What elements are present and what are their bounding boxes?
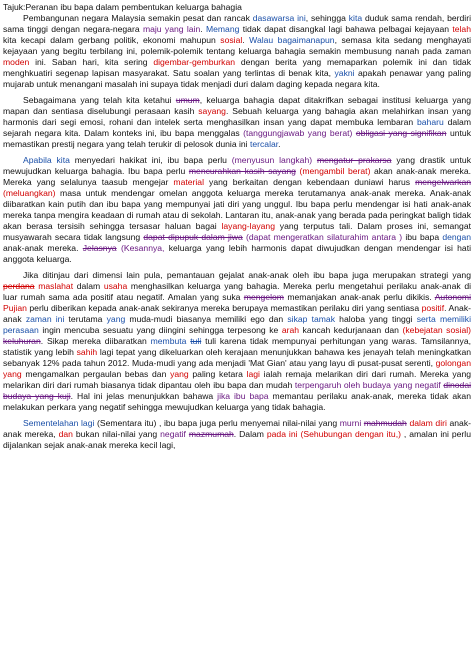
annotated-text: dalam diri [409, 418, 447, 429]
annotated-text: moden [3, 56, 30, 67]
annotated-text: golongan yang [3, 358, 471, 379]
text-run: Pembangunan negara Malaysia semakin pesat dan rancak [23, 12, 253, 23]
text-run: ini. Saban hari, kita sering [29, 56, 154, 67]
annotated-text: dengan [442, 232, 472, 243]
annotated-text: Pujian [3, 303, 27, 314]
essay-title: Tajuk:Peranan ibu bapa dalam pembentukan keluarga bahagia [3, 2, 242, 12]
annotated-text: maju yang lain [142, 23, 201, 34]
annotated-text: (menyusun langkah) [231, 155, 313, 166]
annotated-text: pada ini [266, 429, 298, 440]
annotated-text: jika ibu bapa [217, 390, 269, 401]
annotated-text: dapat dipupuk dalam jiwa [143, 232, 243, 243]
text-run: keluarga yang lebih harmonis dapat diwujudkan dengan mendengar isi hati anggota keluarga. [3, 243, 472, 264]
annotated-text: obligasi yang signifikan [355, 127, 447, 138]
text-run: (Sementara itu) , ibu bapa juga perlu menyemai nilai-nilai yang [94, 418, 340, 429]
annotated-text: layang-layang [221, 221, 275, 232]
annotated-text: dinodai budaya yang kuji [3, 379, 472, 401]
annotated-text: (Sehubungan dengan itu,) [300, 429, 401, 440]
annotated-text: telah [452, 23, 471, 34]
text-run: kita kecapi dalam gerbang politik, ekonomi mahupun [3, 34, 221, 45]
paragraph-definition [3, 95, 471, 150]
annotated-text: yang [170, 369, 189, 379]
annotated-text: mahmudah [363, 418, 407, 429]
paragraph-point-one [3, 155, 471, 265]
annotated-text: maslahat [38, 281, 74, 292]
text-run: . [242, 34, 250, 45]
annotated-text: murni [339, 418, 362, 429]
annotated-text: sosial [220, 34, 243, 45]
text-run: memantau perilaku anak-anak, mereka tidak akan melakukan perkara yang negatif sehingga mewujudkan keluarga yang tidak bahagia. [3, 390, 471, 412]
text-run: . Hal ini jelas menunjukkan bahawa [70, 390, 218, 401]
annotated-text: mencurahkan kasih sayang [188, 166, 296, 177]
text-run: akan anak-anak mereka. Mereka yang selalunya taasub mengejar [3, 166, 472, 188]
text-run: duduk sama rendah, berdiri sama tinggi dengan negara-negara [3, 12, 471, 34]
annotated-text: Autonomi [434, 292, 471, 303]
paragraph-point-three [3, 418, 471, 451]
text-run: . [200, 23, 206, 34]
text-run: dalam [73, 281, 104, 292]
annotated-text: Sementelahan lagi [23, 418, 95, 429]
annotated-text: dan [58, 429, 73, 440]
annotated-text: (kebejatan sosial) [402, 325, 471, 336]
text-run: . Dalam [233, 429, 267, 440]
text-run: masa untuk mendengar omelan anggota keluarga mereka terutamanya anak-anak mereka. Anak-anak diibaratkan kain putih dan ibu bapa yang mempunyai jati diri yang unggul. Ibu bapa perlu mendengar isi hati anak-anak mereka tanpa mengira keadaan di rumah atau di sekolah. Lantaran itu, anak-anak yang berada pada peringkat baligh tidak akan berasa tersisih sehingga tersasar haluan bagai [3, 188, 471, 232]
annotated-text: tuli [190, 336, 202, 347]
text-run: . Sikap mereka diibaratkan [40, 336, 151, 347]
text-run: . Sebuah keluarga yang bahagia akan melahirkan insan yang harmonis dari segi emosi, rohani dan intelek serta menghasilkan insan yang dapat membuka lembaran [3, 106, 472, 128]
annotated-text: Apabila kita [23, 155, 70, 166]
text-run: , amalan ini perlu dijalankan sejak anak-anak mereka kecil lagi, [3, 429, 471, 451]
annotated-text: Memang [205, 23, 240, 34]
text-run: paling ketara [188, 369, 247, 379]
text-run: ialah remaja melarikan diri dari rumah. Mereka yang melarikan diri dari rumah biasanya tidak dipantau oleh ibu bapa dan mudah [3, 369, 472, 390]
annotated-text: zaman ini [25, 314, 65, 325]
annotated-text: membuta [150, 336, 187, 347]
text-run: bukan nilai-nilai yang [72, 429, 161, 440]
annotated-text: Walau bagaimanapun [249, 34, 335, 45]
annotated-text: (dapat mengeratkan silaturahim antara ) [246, 232, 403, 243]
annotated-text: sayang [198, 106, 226, 117]
text-run: tidak dapat disangkal lagi bahawa pelbagai kejayaan [239, 23, 453, 34]
annotated-text: sahih [76, 347, 98, 358]
annotated-text: lagi [246, 369, 260, 379]
text-run: yang drastik untuk mewujudkan keluarga bahagia. Ibu bapa perlu [3, 155, 471, 177]
annotated-text: kita [348, 12, 363, 23]
text-run: yang berkaitan dengan kebendaan duniawi harus [204, 177, 416, 188]
annotated-text: terpengaruh oleh budaya yang negatif [294, 379, 441, 390]
annotated-text: tercalar [249, 138, 279, 149]
text-run: menyedari hakikat ini, ibu bapa perlu [69, 155, 232, 166]
annotated-text: Jelasnya [82, 243, 117, 254]
annotated-text: dasawarsa ini [252, 12, 306, 23]
text-run: apakah penawar yang paling mujarab untuk menangani masalah ini supaya tidak menjadi duri dalam daging kepada negara kita. [3, 67, 471, 89]
text-run: , semasa kita sedang menghayati kejayaan yang begitu terbilang ini, polemik-polemik tentang keluarga bahagia semakin membusung nanah pada zaman [3, 34, 472, 56]
text-run: , keluarga bahagia dapat ditakrifkan sebagai institusi keluarga yang mapan dan sentiasa diselubungi perasaan kasih [3, 95, 471, 117]
text-run: , sehingga [305, 12, 349, 23]
text-run: kancah kedurjanaan dan [299, 325, 403, 336]
text-run: yang terputus tali. Dalam proses ini, semangat musyawarah secara tidak langsung [3, 221, 471, 243]
text-run: . Anak-anak [3, 303, 471, 325]
annotated-text: (Kesannya, [120, 243, 165, 254]
text-run: ibu bapa [402, 232, 443, 243]
annotated-text: umum [175, 95, 200, 106]
text-run: menghasilkan keluarga yang bahagia. Mereka perlu mengetahui perilaku anak-anak di luar rumah sama ada positif atau negatif. Amalan yang suka [3, 281, 472, 303]
text-run: untuk memastikan prestij negara yang telah terukir di pelosok dunia ini [3, 127, 471, 149]
annotated-text: yakni [334, 67, 355, 78]
annotated-text: positif [421, 303, 445, 314]
annotated-text: (tanggungjawab yang berat) [243, 127, 353, 138]
text-run: ingin mencuba sesuatu yang diingini sehingga terpesong ke [38, 325, 282, 336]
text-run: haloba yang tinggi [335, 314, 417, 325]
text-run: tuli karena tidak mempunyai perhitungan yang waras. Tamsilannya, statistik yang lebih [3, 336, 471, 358]
text-run: dengan berita yang memaparkan polemik ini dan tidak menghkuatiri segenap lapisan masyarakat. Satu soalan yang terlintas di benak kita, [3, 56, 471, 78]
text-run: Jika ditinjau dari dimensi lain pula, pemantauan gejalat anak-anak oleh ibu bapa juga merupakan strategi yang [23, 270, 471, 281]
annotated-text: mengelom [243, 292, 284, 303]
text-run: anak-anak mereka. [3, 243, 83, 254]
annotated-text: negatif [160, 429, 186, 440]
text-run: anak-anak mereka, [3, 418, 471, 440]
annotated-text: mengelwarkan [415, 177, 471, 188]
annotated-text: yang [106, 314, 126, 325]
annotated-text: sikap tamak [287, 314, 336, 325]
text-run: muda-mudi biasanya memiliki ego dan [125, 314, 288, 325]
annotated-text: mazmumah [188, 429, 234, 440]
text-run: Sebagaimana yang telah kita ketahui [23, 95, 176, 106]
annotated-text: material [173, 177, 204, 188]
text-run: perlu diberikan kepada anak-anak sekiranya mereka berupaya memastikan perilaku diri yang sentiasa [26, 303, 422, 314]
annotated-text: (meluangkan) [3, 188, 56, 199]
text-run: dalam sejarah negara kita. Dalam konteks ini, ibu bapa menggalas [3, 117, 471, 138]
text-run: mengamalkan pergaulan bebas dan [21, 369, 171, 379]
text-run: memanjakan anak-anak perlu dikikis. [283, 292, 435, 303]
annotated-text: baharu [416, 117, 444, 128]
annotated-text: (mengambil berat) [299, 166, 371, 177]
annotated-text: keluhuran [3, 336, 41, 347]
annotated-text: arah [281, 325, 300, 336]
text-run: terutama [64, 314, 107, 325]
text-run: lagi tepat yang dikeluarkan oleh kerajaan menunjukkan bahawa kes jenayah telah meningkatkan sebanyak 12% pada tahun 2012. Muda-mudi yang ada menjadi 'Mat Gian' atau yang layu di pusat-pusat serenti, [3, 347, 472, 369]
text-run: . [278, 138, 281, 149]
annotated-text: perdana [3, 281, 35, 292]
paragraph-point-two [3, 270, 471, 412]
paragraph-intro [3, 13, 471, 90]
annotated-text: usaha [103, 281, 128, 292]
annotated-text: mengatur prakarsa [316, 155, 392, 166]
annotated-text: serta memiliki perasaan [3, 314, 471, 336]
annotated-text: digembar-gemburkan [153, 56, 236, 67]
